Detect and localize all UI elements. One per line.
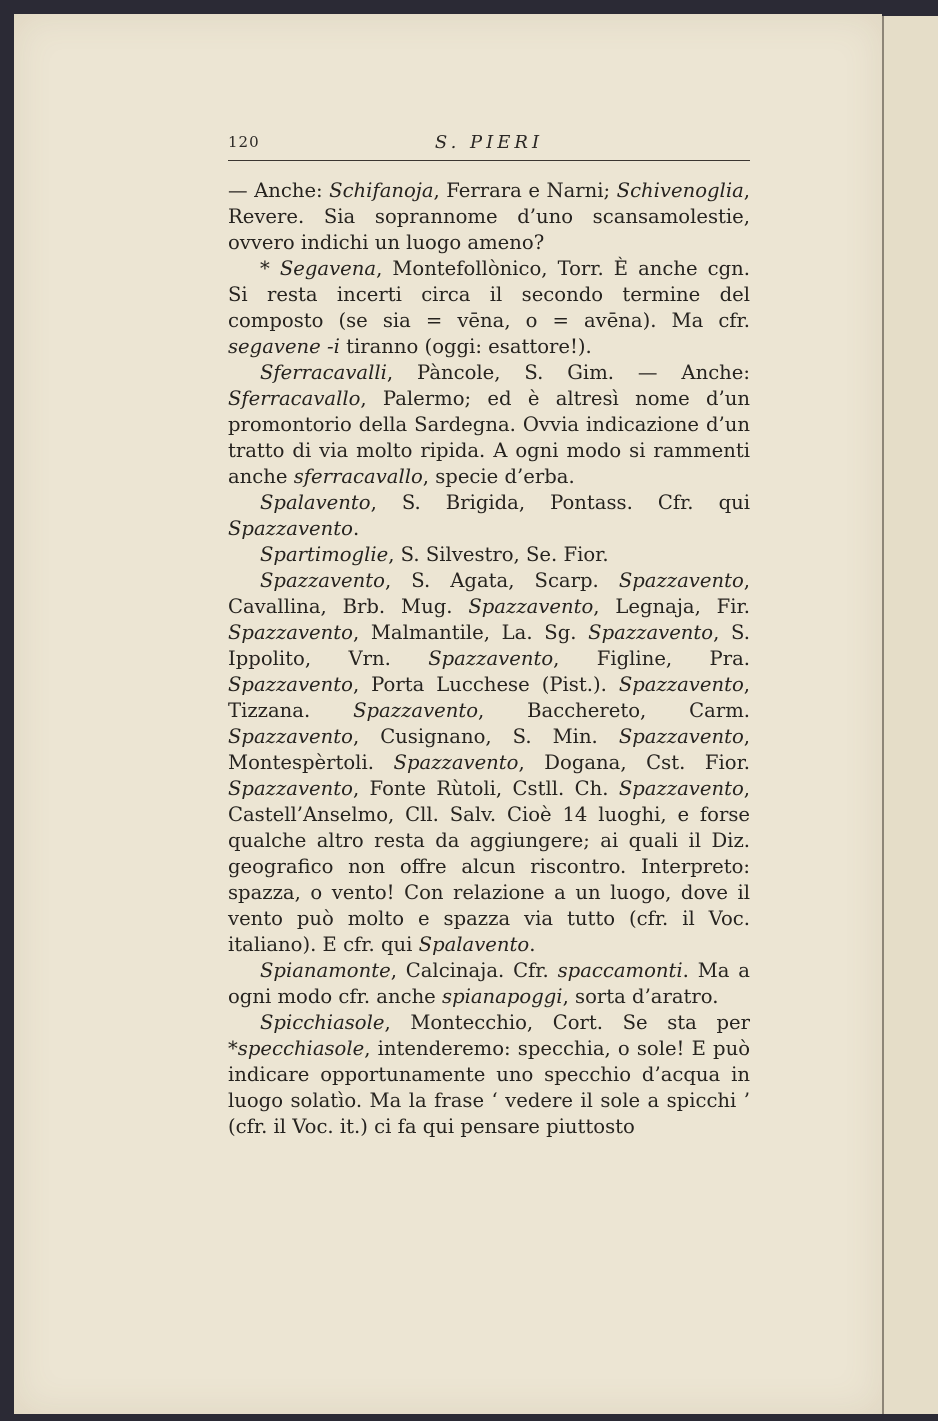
text-run: . (529, 933, 536, 956)
text-run: , S. Agata, Scarp. (384, 569, 619, 592)
text-run: , Figline, Pra. (553, 647, 750, 670)
text-run: , Montecchio, Cort. Se sta per * (228, 1011, 750, 1060)
italic-term: Spianamonte (260, 959, 391, 982)
entry-paragraph (228, 542, 750, 568)
adjacent-page-edge (882, 16, 938, 1414)
italic-term: Spartimoglie (260, 543, 389, 566)
text-run: , Calcinaja. Cfr. (390, 959, 558, 982)
italic-term: Spazzavento (228, 777, 353, 800)
text-run: , Dogana, Cst. Fior. (518, 751, 751, 774)
italic-term: Schifanoja (329, 179, 434, 202)
body-text (228, 178, 750, 1140)
text-run: , sorta d’aratro. (562, 985, 719, 1008)
text-run: , Ferrara e Narni; (433, 179, 617, 202)
italic-term: Spazzavento (618, 725, 744, 748)
text-run: — Anche: (228, 179, 330, 202)
text-run: , Cusignano, S. Min. (352, 725, 619, 748)
page-number: 120 (228, 133, 260, 151)
italic-term: segavene -i (228, 335, 340, 358)
italic-term: spaccamonti (557, 959, 683, 982)
entry-paragraph (228, 178, 750, 256)
entry-paragraph (228, 958, 750, 1010)
text-run: , Pàncole, S. Gim. — Anche: (386, 361, 750, 384)
italic-term: Spicchiasole (260, 1011, 385, 1034)
italic-term: Spazzavento (618, 777, 744, 800)
text-run: , Montefollònico, Torr. È anche cgn. Si resta incerti circa il secondo termine del composto (se sia = vēna, o = avēna). Ma cfr. (228, 257, 750, 332)
entry-paragraph (228, 490, 750, 542)
text-run: , Tizzana. (228, 673, 750, 722)
italic-term: Spazzavento (618, 673, 744, 696)
page-header (228, 132, 750, 161)
text-run: , Revere. Sia soprannome d’uno scansamolestie, ovvero indichi un luogo ameno? (228, 179, 750, 254)
text-run: , Porta Lucchese (Pist.). (352, 673, 619, 696)
italic-term: Spalavento (418, 933, 530, 956)
entry-paragraph (228, 568, 750, 958)
italic-term: Spazzavento (428, 647, 554, 670)
text-run: , Castell’Anselmo, Cll. Salv. Cioè 14 luoghi, e forse qualche altro resta da aggiungere; ai quali il Diz. geografico non offre alcun riscontro. Interpreto: spazza, o vento! Con relazione a un luogo, dove il vento può molto e spazza via tutto (cfr. il Voc. italiano). E cfr. qui (228, 777, 750, 956)
text-run: , Montespèrtoli. (228, 725, 750, 774)
italic-term: Spazzavento (393, 751, 519, 774)
italic-term: Spazzavento (618, 569, 744, 592)
text-run: , intenderemo: specchia, o sole! E può indicare opportunamente uno specchio d’acqua in luogo solatìo. Ma la frase ‘ vedere il sole a spicchi ’ (cfr. il Voc. it.) ci fa qui pensare piuttosto (228, 1037, 750, 1138)
italic-term: specchiasole (237, 1037, 365, 1060)
italic-term: Sferracavalli (260, 361, 387, 384)
italic-term: Spazzavento (228, 517, 353, 540)
entry-paragraph (228, 1010, 750, 1140)
italic-term: Spazzavento (468, 595, 594, 618)
italic-term: Sferracavallo (228, 387, 361, 410)
text-run: , S. Brigida, Pontass. Cfr. qui (370, 491, 750, 514)
italic-term: Spazzavento (260, 569, 385, 592)
text-run: . Ma a ogni modo cfr. anche (228, 959, 750, 1008)
italic-term: spianapoggi (442, 985, 563, 1008)
text-run: , S. Ippolito, Vrn. (228, 621, 750, 670)
text-run: . (352, 517, 360, 540)
italic-term: Spalavento (260, 491, 371, 514)
italic-term: Schivenoglia (616, 179, 744, 202)
italic-term: Spazzavento (228, 621, 353, 644)
text-run: , Bacchereto, Carm. (478, 699, 751, 722)
text-run: , Cavallina, Brb. Mug. (228, 569, 750, 618)
text-run: , Palermo; ed è altresì nome d’un promontorio della Sardegna. Ovvia indicazione d’un tratto di via molto ripida. A ogni modo si rammenti anche (228, 387, 750, 488)
text-run: , S. Silvestro, Se. Fior. (388, 543, 609, 566)
italic-term: Spazzavento (353, 699, 479, 722)
text-run: , Legnaja, Fir. (593, 595, 750, 618)
italic-term: Segavena (279, 257, 377, 280)
entry-paragraph (228, 360, 750, 490)
text-run: * (260, 257, 280, 280)
entry-paragraph (228, 256, 750, 360)
italic-term: Spazzavento (228, 673, 353, 696)
text-run: tiranno (oggi: esattore!). (339, 335, 592, 358)
text-run: , Fonte Rùtoli, Cstll. Ch. (352, 777, 619, 800)
italic-term: sferracavallo (293, 465, 423, 488)
italic-term: Spazzavento (588, 621, 714, 644)
italic-term: Spazzavento (228, 725, 353, 748)
running-head: S. PIERI (434, 132, 544, 153)
text-run: , Malmantile, La. Sg. (352, 621, 589, 644)
text-run: , specie d’erba. (422, 465, 575, 488)
